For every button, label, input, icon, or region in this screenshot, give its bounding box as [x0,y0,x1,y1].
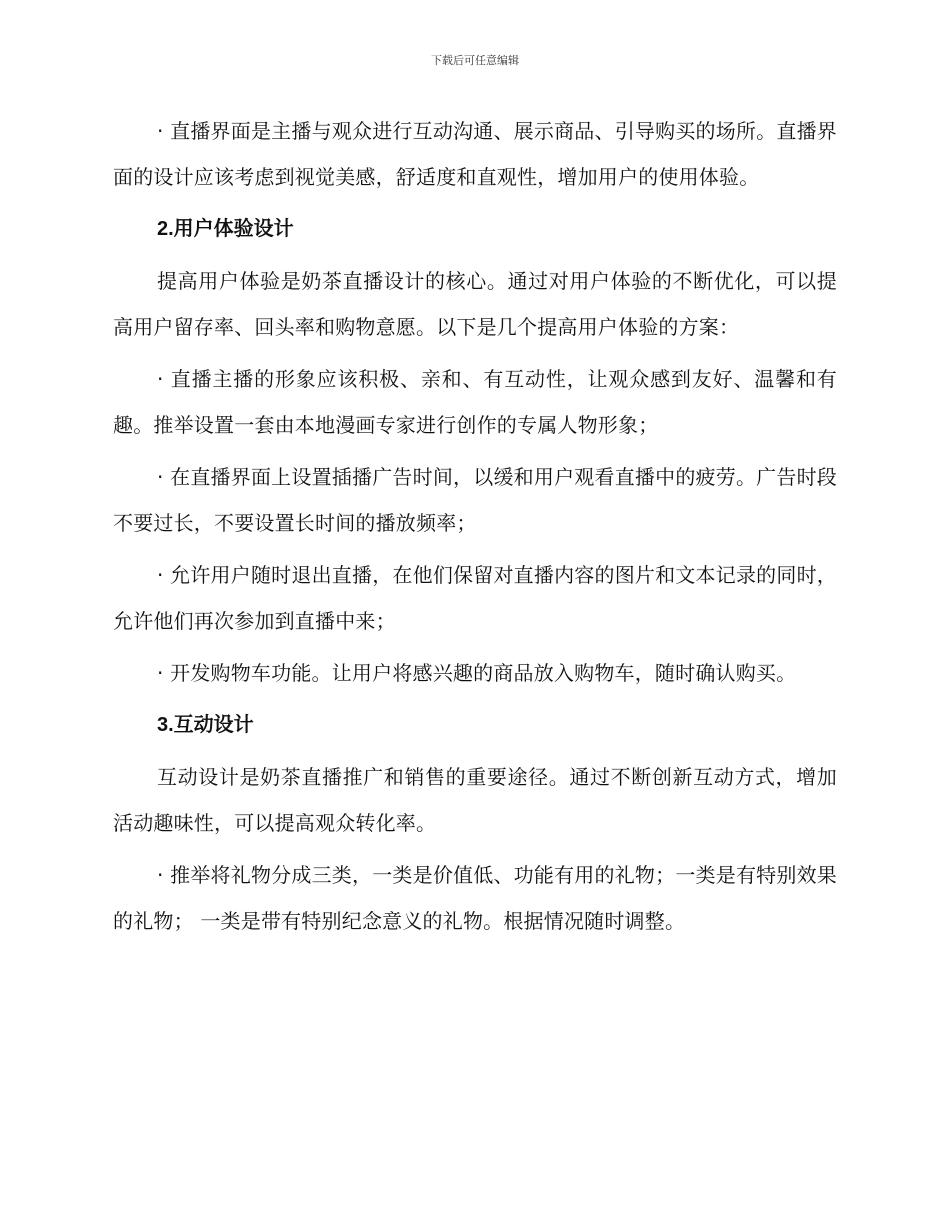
paragraph-ad-breaks: · 在直播界面上设置插播广告时间，以缓和用户观看直播中的疲劳。广告时段不要过长，不要设置长时间的播放频率； [113,465,837,535]
paragraph-gift-types: · 推举将礼物分成三类，一类是价值低、功能有用的礼物；一类是有特别效果的礼物； 一类是带有特别纪念意义的礼物。根据情况随时调整。 [113,863,837,933]
heading-interaction-design: 3.互动设计 [157,714,254,736]
paragraph-ux-intro: 提高用户体验是奶茶直播设计的核心。通过对用户体验的不断优化，可以提高用户留存率、回头率和购物意愿。以下是几个提高用户体验的方案： [113,269,837,339]
paragraph-live-interface: · 直播界面是主播与观众进行互动沟通、展示商品、引导购买的场所。直播界面的设计应该考虑到视觉美感，舒适度和直观性，增加用户的使用体验。 [113,119,837,189]
paragraph-shopping-cart: · 开发购物车功能。让用户将感兴趣的商品放入购物车，随时确认购买。 [157,661,797,685]
paragraph-interaction-intro: 互动设计是奶茶直播推广和销售的重要途径。通过不断创新互动方式，增加活动趣味性，可以提高观众转化率。 [113,765,837,835]
page-header: 下载后可任意编辑 [431,54,519,67]
paragraph-exit-live: · 允许用户随时退出直播，在他们保留对直播内容的图片和文本记录的同时，允许他们再次参加到直播中来； [113,563,837,633]
heading-user-experience: 2.用户体验设计 [157,218,294,240]
document-body [113,108,837,950]
paragraph-host-image: · 直播主播的形象应该积极、亲和、有互动性，让观众感到友好、温馨和有趣。推举设置一套由本地漫画专家进行创作的专属人物形象； [113,367,837,437]
